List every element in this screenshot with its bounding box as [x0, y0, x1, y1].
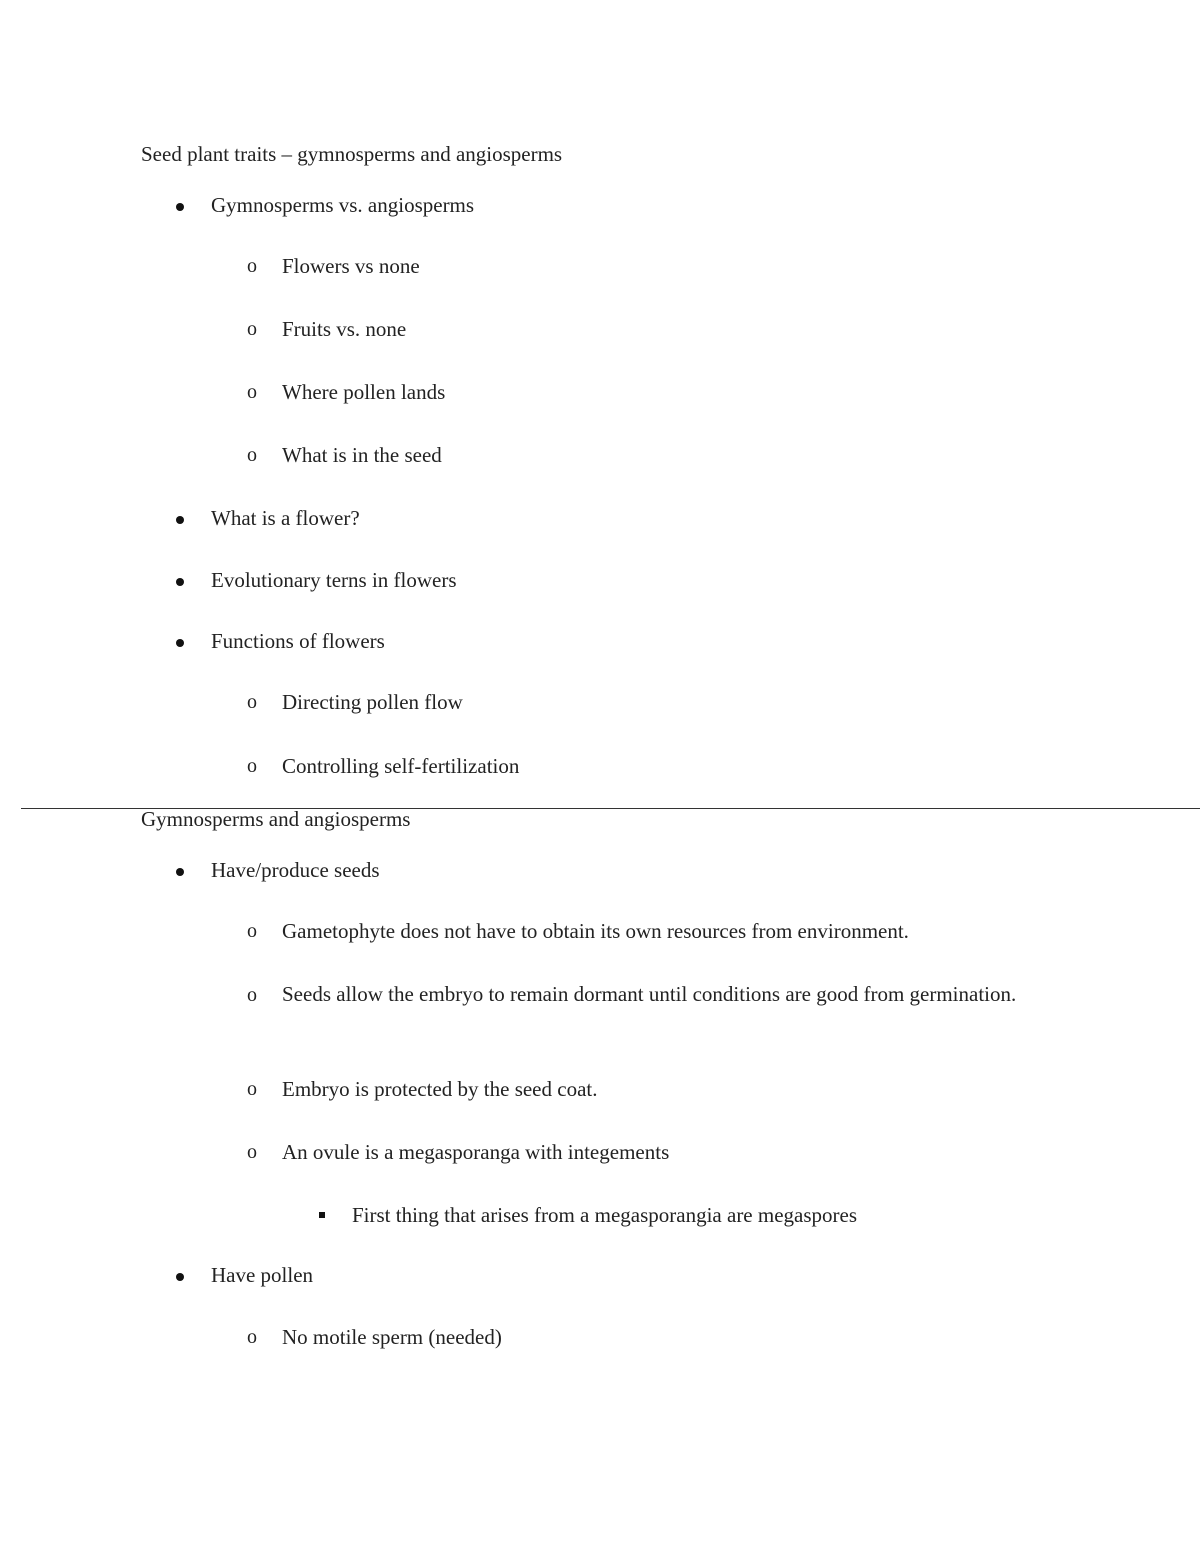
sub-list-item: Directing pollen flow	[282, 690, 463, 714]
bullet-circle: o	[247, 381, 257, 403]
bullet-disc	[176, 639, 184, 647]
bullet-square	[319, 1212, 325, 1218]
bullet-disc	[176, 516, 184, 524]
bullet-circle: o	[247, 691, 257, 713]
bullet-circle: o	[247, 984, 257, 1006]
bullet-circle: o	[247, 755, 257, 777]
sub-list-item: Gametophyte does not have to obtain its own resources from environment.	[282, 919, 909, 943]
list-item: Have/produce seeds	[211, 858, 380, 882]
bullet-disc	[176, 1273, 184, 1281]
list-item: Functions of flowers	[211, 629, 385, 653]
sub-sub-list-item: First thing that arises from a megasporangia are megaspores	[352, 1203, 858, 1227]
bullet-disc	[176, 578, 184, 586]
sub-list-item: An ovule is a megasporanga with integements	[282, 1140, 670, 1164]
bullet-circle: o	[247, 444, 257, 466]
bullet-disc	[176, 203, 184, 211]
sub-list-item: Where pollen lands	[282, 380, 446, 404]
bullet-circle: o	[247, 318, 257, 340]
bullet-circle: o	[247, 1078, 257, 1100]
sub-list-item: Controlling self-fertilization	[282, 754, 520, 778]
list-item: Gymnosperms vs. angiosperms	[211, 193, 475, 217]
sub-list-item: Embryo is protected by the seed coat.	[282, 1077, 598, 1101]
section-title: Gymnosperms and angiosperms	[141, 807, 411, 831]
bullet-disc	[176, 868, 184, 876]
bullet-circle: o	[247, 1141, 257, 1163]
sub-list-item: What is in the seed	[282, 443, 442, 467]
list-item: Have pollen	[211, 1263, 314, 1287]
sub-list-item: No motile sperm (needed)	[282, 1325, 502, 1349]
bullet-circle: o	[247, 1326, 257, 1348]
sub-list-item: Flowers vs none	[282, 254, 420, 278]
sub-list-item: Seeds allow the embryo to remain dormant until conditions are good from germination.	[282, 982, 1017, 1006]
bullet-circle: o	[247, 255, 257, 277]
bullet-circle: o	[247, 920, 257, 942]
list-item: What is a flower?	[211, 506, 360, 530]
sub-list-item: Fruits vs. none	[282, 317, 407, 341]
list-item: Evolutionary terns in flowers	[211, 568, 457, 592]
section-title: Seed plant traits – gymnosperms and angiosperms	[141, 142, 563, 166]
